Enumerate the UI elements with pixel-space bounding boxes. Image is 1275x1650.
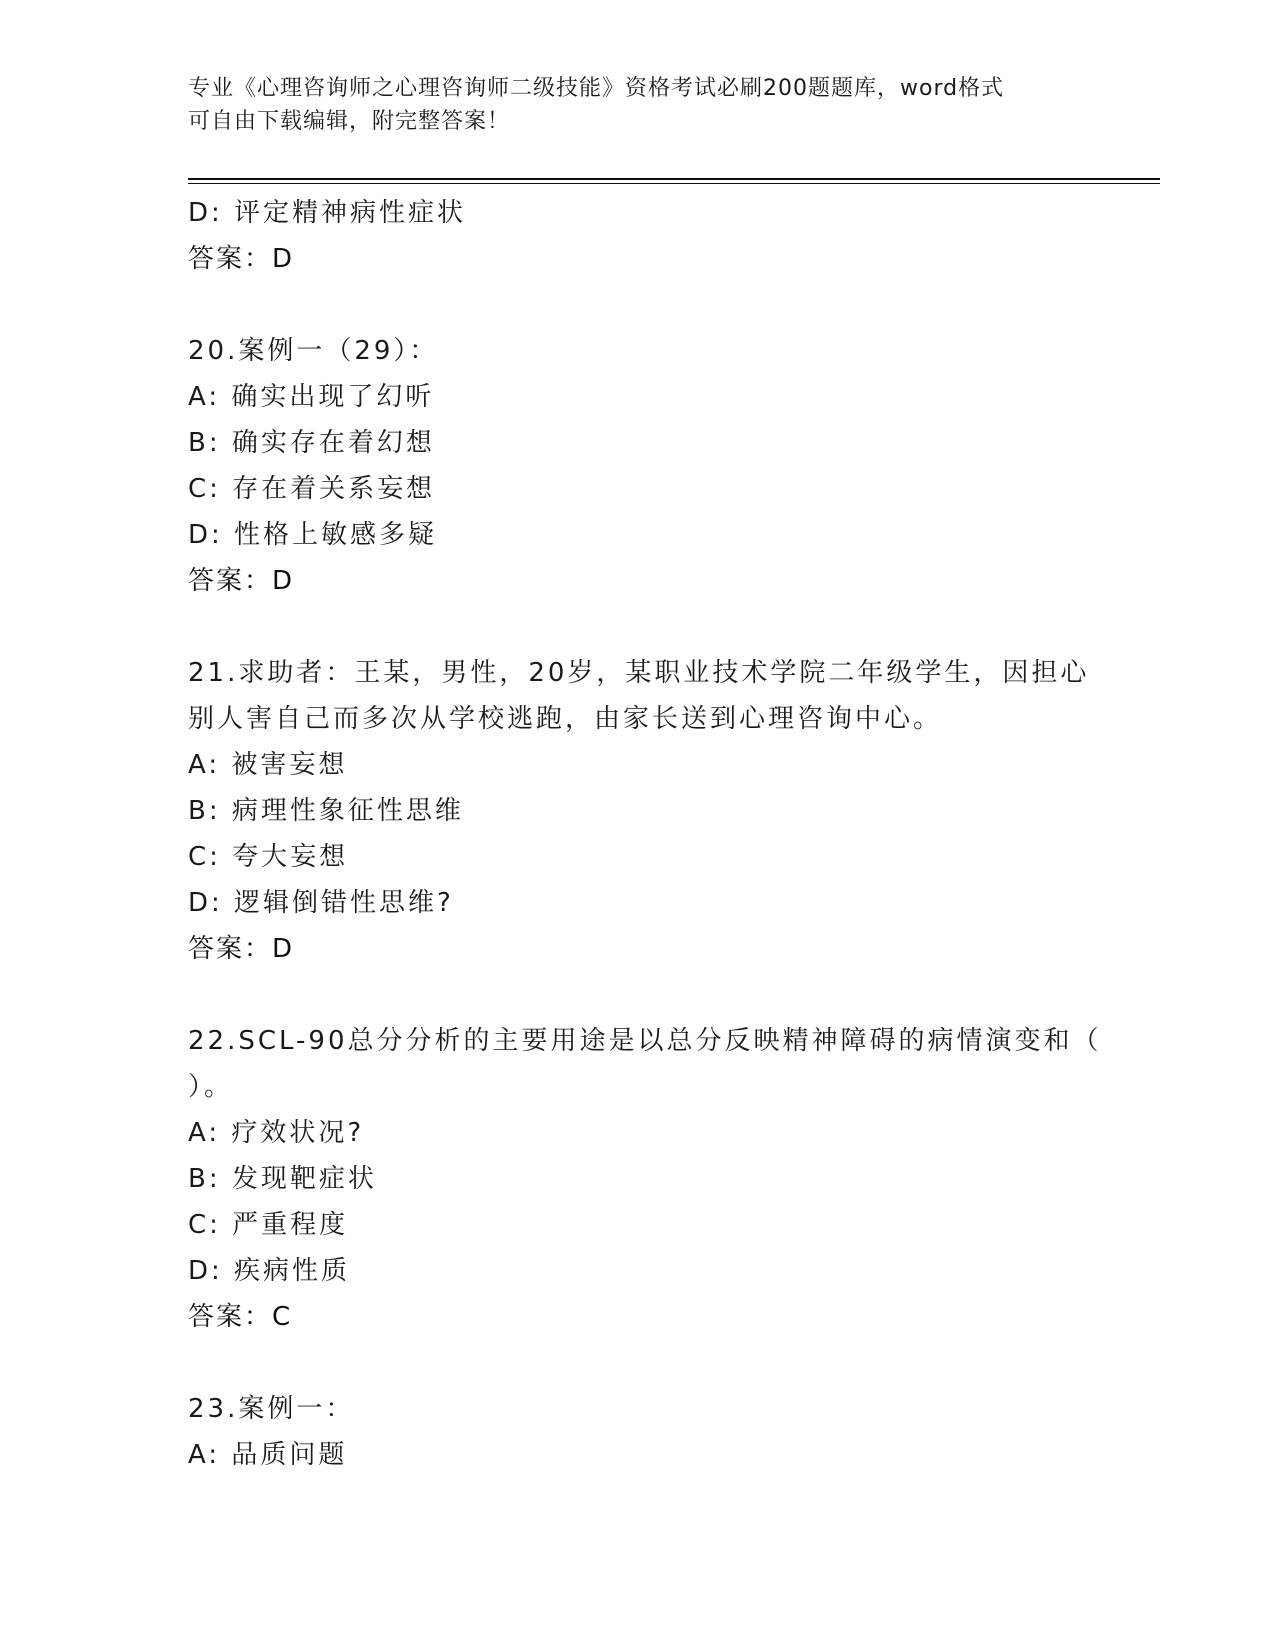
option-c: C: 严重程度 bbox=[188, 1210, 349, 1240]
spacer bbox=[188, 604, 1088, 650]
question-stem: 20.案例一（29）： bbox=[188, 336, 439, 366]
spacer bbox=[188, 972, 1088, 1018]
header-divider-thin bbox=[188, 183, 1160, 184]
question-block-22 bbox=[188, 1018, 1102, 1340]
option-a: A: 被害妄想 bbox=[188, 750, 348, 780]
spacer bbox=[188, 282, 1088, 328]
option-b: B: 病理性象征性思维 bbox=[188, 796, 464, 826]
question-stem-line-1: 21.求助者：王某，男性，20岁，某职业技术学院二年级学生，因担心 bbox=[188, 658, 1090, 688]
page-header bbox=[188, 72, 1088, 138]
answer-line: 答案：C bbox=[188, 1302, 293, 1332]
option-c: C: 夸大妄想 bbox=[188, 842, 349, 872]
option-b: B: 确实存在着幻想 bbox=[188, 428, 435, 458]
answer-line: 答案：D bbox=[188, 934, 295, 964]
question-stem: 23.案例一： bbox=[188, 1394, 355, 1424]
answer-line: 答案：D bbox=[188, 566, 295, 596]
question-stem-line-2: ）。 bbox=[188, 1072, 234, 1102]
option-a: A: 品质问题 bbox=[188, 1440, 348, 1470]
header-divider-thick bbox=[188, 178, 1160, 180]
header-title-line-2: 可自由下载编辑，附完整答案！ bbox=[188, 109, 511, 134]
option-c: C: 存在着关系妄想 bbox=[188, 474, 436, 504]
question-block-21 bbox=[188, 650, 1088, 972]
question-stem-line-2: 别人害自己而多次从学校逃跑，由家长送到心理咨询中心。 bbox=[188, 704, 943, 734]
question-block-20 bbox=[188, 328, 1088, 604]
question-block-19 bbox=[188, 190, 1088, 282]
option-d: D: 逻辑倒错性思维? bbox=[188, 888, 454, 918]
option-d: D: 疾病性质 bbox=[188, 1256, 351, 1286]
option-d: D: 评定精神病性症状 bbox=[188, 198, 467, 228]
option-a: A: 疗效状况? bbox=[188, 1118, 365, 1148]
option-a: A: 确实出现了幻听 bbox=[188, 382, 435, 412]
header-title-line-1: 专业《心理咨询师之心理咨询师二级技能》资格考试必刷200题题库，word格式 bbox=[188, 76, 1005, 101]
question-list bbox=[188, 190, 1102, 1478]
spacer bbox=[188, 1340, 1088, 1386]
option-b: B: 发现靶症状 bbox=[188, 1164, 377, 1194]
answer-line: 答案：D bbox=[188, 244, 295, 274]
option-d: D: 性格上敏感多疑 bbox=[188, 520, 438, 550]
question-stem-line-1: 22.SCL-90总分分析的主要用途是以总分反映精神障碍的病情演变和（ bbox=[188, 1026, 1102, 1056]
question-block-23 bbox=[188, 1386, 1088, 1478]
